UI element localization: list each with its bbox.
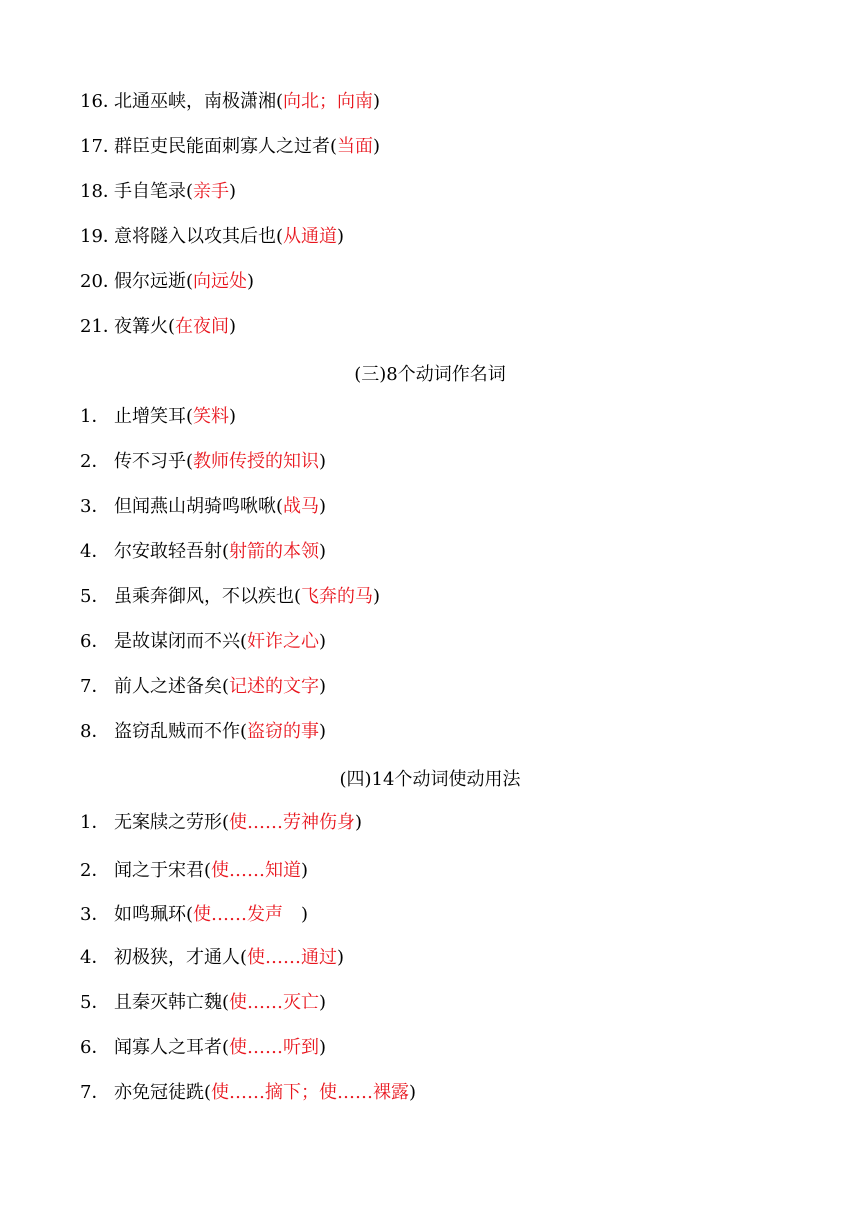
item-answer: 向北；向南	[283, 91, 374, 112]
item-number: 3．	[80, 496, 110, 517]
list-item: 8． 盗窃乱贼而不作(盗窃的事)	[80, 721, 327, 742]
list-item: 17．群臣吏民能面刺寡人之过者(当面)	[80, 136, 381, 157]
item-text: 闻寡人之耳者	[114, 1037, 222, 1058]
item-number: 1．	[80, 812, 110, 833]
list-item: 21．夜篝火(在夜间)	[80, 316, 237, 337]
list-item: 6． 闻寡人之耳者(使……听到)	[80, 1037, 327, 1058]
item-text: 尔安敢轻吾射	[114, 541, 222, 562]
item-answer: 从通道	[283, 226, 338, 247]
item-number: 19．	[80, 226, 121, 247]
list-item: 6． 是故谋闭而不兴(奸诈之心)	[80, 631, 327, 652]
item-text: 但闻燕山胡骑鸣啾啾	[114, 496, 276, 517]
item-answer: 盗窃的事	[247, 721, 320, 742]
item-answer: 亲手	[193, 181, 230, 202]
list-item: 19．意将隧入以攻其后也(从通道)	[80, 226, 345, 247]
item-number: 16．	[80, 91, 121, 112]
item-answer: 记述的文字	[229, 676, 320, 697]
item-text: 是故谋闭而不兴	[114, 631, 240, 652]
item-number: 5．	[80, 992, 110, 1013]
item-answer: 飞奔的马	[301, 586, 374, 607]
item-number: 17．	[80, 136, 121, 157]
item-text: 闻之于宋君	[114, 860, 204, 881]
item-answer: 使……知道	[211, 860, 302, 881]
item-answer: 使……劳神伤身	[229, 812, 356, 833]
list-item: 4． 尔安敢轻吾射(射箭的本领)	[80, 541, 327, 562]
item-number: 6．	[80, 1037, 110, 1058]
item-answer: 使……发声	[193, 904, 302, 925]
item-answer: 当面	[337, 136, 374, 157]
list-item: 5． 虽乘奔御风，不以疾也(飞奔的马)	[80, 586, 381, 607]
item-number: 21．	[80, 316, 121, 337]
item-number: 7．	[80, 1082, 110, 1103]
item-text: 初极狭，才通人	[114, 947, 240, 968]
list-item: 7． 亦免冠徒跣(使……摘下；使……裸露)	[80, 1082, 417, 1103]
item-answer: 使……听到	[229, 1037, 320, 1058]
list-item: 4． 初极狭，才通人(使……通过)	[80, 947, 345, 968]
item-answer: 使……灭亡	[229, 992, 320, 1013]
item-text: 如鸣珮环	[114, 904, 186, 925]
item-answer: 奸诈之心	[247, 631, 320, 652]
item-answer: 使……通过	[247, 947, 338, 968]
item-answer: 使……摘下；使……裸露	[211, 1082, 410, 1103]
item-number: 7．	[80, 676, 110, 697]
section-heading: (四)14个动词使动用法	[339, 769, 521, 790]
list-item: 3． 但闻燕山胡骑鸣啾啾(战马)	[80, 496, 327, 517]
item-number: 3．	[80, 904, 110, 925]
item-answer: 战马	[283, 496, 320, 517]
list-item: 1． 止增笑耳(笑料)	[80, 406, 237, 427]
list-item: 1． 无案牍之劳形(使……劳神伤身)	[80, 812, 363, 833]
item-number: 6．	[80, 631, 110, 652]
item-number: 2．	[80, 860, 110, 881]
list-item: 16．北通巫峡，南极潇湘(向北；向南)	[80, 91, 381, 112]
list-item: 3． 如鸣珮环(使……发声 )	[80, 904, 309, 925]
item-text: 意将隧入以攻其后也	[114, 226, 276, 247]
item-text: 且秦灭韩亡魏	[114, 992, 222, 1013]
item-number: 18．	[80, 181, 121, 202]
item-text: 北通巫峡，南极潇湘	[114, 91, 276, 112]
item-number: 8．	[80, 721, 110, 742]
item-text: 传不习乎	[114, 451, 186, 472]
list-item: 5． 且秦灭韩亡魏(使……灭亡)	[80, 992, 327, 1013]
item-text: 虽乘奔御风，不以疾也	[114, 586, 294, 607]
item-answer: 向远处	[193, 271, 248, 292]
item-text: 亦免冠徒跣	[114, 1082, 204, 1103]
item-text: 止增笑耳	[114, 406, 186, 427]
item-text: 前人之述备矣	[114, 676, 222, 697]
list-item: 7． 前人之述备矣(记述的文字)	[80, 676, 327, 697]
list-item: 20．假尔远逝(向远处)	[80, 271, 255, 292]
section-heading: (三)8个动词作名词	[354, 364, 506, 385]
item-answer: 在夜间	[175, 316, 230, 337]
item-text: 盗窃乱贼而不作	[114, 721, 240, 742]
list-item: 2． 传不习乎(教师传授的知识)	[80, 451, 327, 472]
item-number: 1．	[80, 406, 110, 427]
list-item: 2． 闻之于宋君(使……知道)	[80, 860, 309, 881]
item-number: 5．	[80, 586, 110, 607]
item-text: 假尔远逝	[114, 271, 186, 292]
item-number: 20．	[80, 271, 121, 292]
item-text: 夜篝火	[114, 316, 168, 337]
item-number: 4．	[80, 947, 110, 968]
item-number: 2．	[80, 451, 110, 472]
list-item: 18．手自笔录(亲手)	[80, 181, 237, 202]
item-text: 手自笔录	[114, 181, 186, 202]
item-text: 群臣吏民能面刺寡人之过者	[114, 136, 330, 157]
item-answer: 教师传授的知识	[193, 451, 320, 472]
item-answer: 射箭的本领	[229, 541, 320, 562]
item-number: 4．	[80, 541, 110, 562]
item-answer: 笑料	[193, 406, 230, 427]
item-text: 无案牍之劳形	[114, 812, 222, 833]
